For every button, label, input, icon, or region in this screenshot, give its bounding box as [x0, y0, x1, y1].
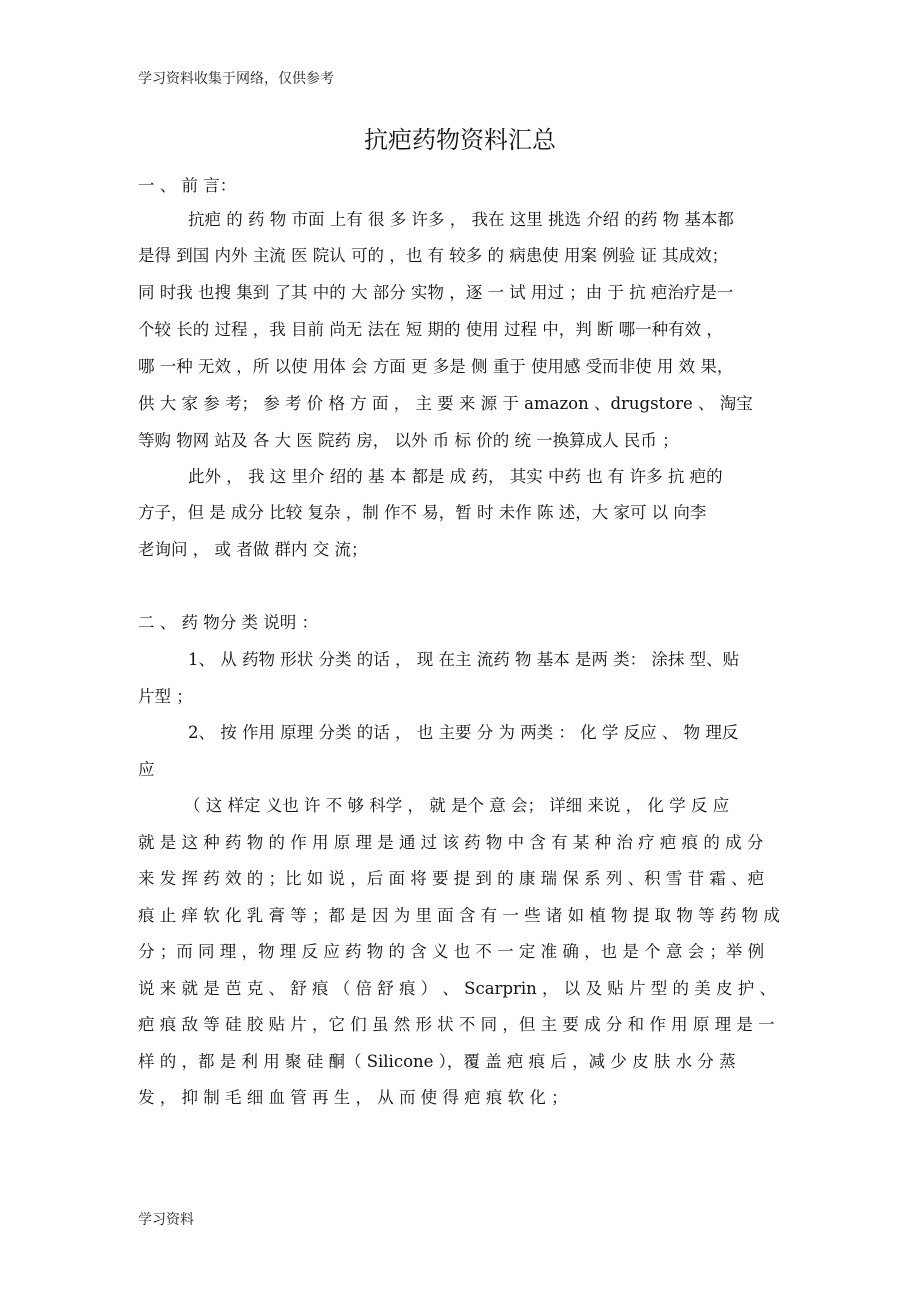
text-line: 应	[138, 760, 155, 779]
list-item: 2、 按 作用 原理 分类 的话 ， 也 主要 分 为 两类 ： 化 学 反应 、 物 理反	[188, 723, 739, 742]
text-line: 疤 痕 敌 等 硅 胶 贴 片 ，它 们 虽 然 形 状 不 同 ，但 主 要 成 分 和 作 用 原 理 是 一	[138, 1015, 775, 1034]
text-line: 痕 止 痒 软 化 乳 膏 等 ；都 是 因 为 里 面 含 有 一 些 诸 如 植 物 提 取 物 等 药 物 成	[138, 906, 780, 925]
text-line: 同 时我 也搜 集到 了其 中的 大 部分 实物 ，逐 一 试 用过 ；由 于 抗 疤治疗是一	[138, 283, 734, 302]
page-header: 学习资料收集于网络，仅供参考	[138, 71, 334, 87]
text-line: 就 是 这 种 药 物 的 作 用 原 理 是 通 过 该 药 物 中 含 有 某 种 治 疗 疤 痕 的 成 分	[138, 833, 764, 852]
text-line: 哪 一种 无效 ，所 以使 用体 会 方面 更 多是 侧 重于 使用感 受而非使 用 效 果，	[138, 357, 734, 376]
text-line: 方子，但 是 成分 比较 复杂 ，制 作不 易，暂 时 未作 陈 述，大 家可 以 向李	[138, 503, 707, 522]
text-line: 供 大 家 参 考； 参 考 价 格 方 面 ， 主 要 来 源 于 amazon 、drugstore 、 淘宝	[138, 394, 753, 413]
text-line: 等购 物网 站及 各 大 医 院药 房， 以外 币 标 价的 统 一换算成人 民币 ；	[138, 431, 679, 450]
document-title: 抗疤药物资料汇总	[364, 126, 556, 154]
text-line: 是得 到国 内外 主流 医 院认 可的 ，也 有 较多 的 病患使 用案 例验 证 其成效；	[138, 246, 729, 265]
text-line: 抗疤 的 药 物 市面 上有 很 多 许多 ， 我在 这里 挑选 介绍 的药 物 基本都	[188, 210, 734, 229]
section2-heading: 二 、 药 物分 类 说明 ：	[138, 613, 318, 632]
section1-heading: 一 、 前 言：	[138, 176, 237, 195]
text-line: （ 这 样定 义也 许 不 够 科学 ， 就 是个 意 会； 详细 来说 ， 化 学 反 应	[184, 796, 730, 815]
text-line: 此外 ， 我 这 里介 绍的 基 本 都是 成 药， 其实 中药 也 有 许多 抗 疤的	[188, 467, 723, 486]
text-line: 片型 ；	[138, 687, 193, 706]
page-footer: 学习资料	[138, 1212, 194, 1228]
text-line: 分 ；而 同 理 ，物 理 反 应 药 物 的 含 义 也 不 一 定 准 确 ，也 是 个 意 会 ；举 例	[138, 942, 765, 961]
text-line: 发 ， 抑 制 毛 细 血 管 再 生 ， 从 而 使 得 疤 痕 软 化 ；	[138, 1088, 568, 1107]
text-line: 样 的 ，都 是 利 用 聚 硅 酮（ Silicone ），覆 盖 疤 痕 后 ，减 少 皮 肤 水 分 蒸	[138, 1052, 736, 1071]
list-item: 1、 从 药物 形状 分类 的话 ， 现 在主 流药 物 基本 是两 类： 涂抹 型、贴	[188, 650, 740, 669]
text-line: 个较 长的 过程 ，我 目前 尚无 法在 短 期的 使用 过程 中，判 断 哪一种有效 ，	[138, 320, 723, 339]
text-line: 说 来 就 是 芭 克 、 舒 痕 （ 倍 舒 痕 ） 、 Scarprin ， 以 及 贴 片 型 的 美 皮 护 、	[138, 979, 776, 998]
text-line: 来 发 挥 药 效 的 ；比 如 说 ，后 面 将 要 提 到 的 康 瑞 保 系 列 、积 雪 苷 霜 、疤	[138, 869, 765, 888]
text-line: 老询问 ， 或 者做 群内 交 流；	[138, 540, 368, 559]
